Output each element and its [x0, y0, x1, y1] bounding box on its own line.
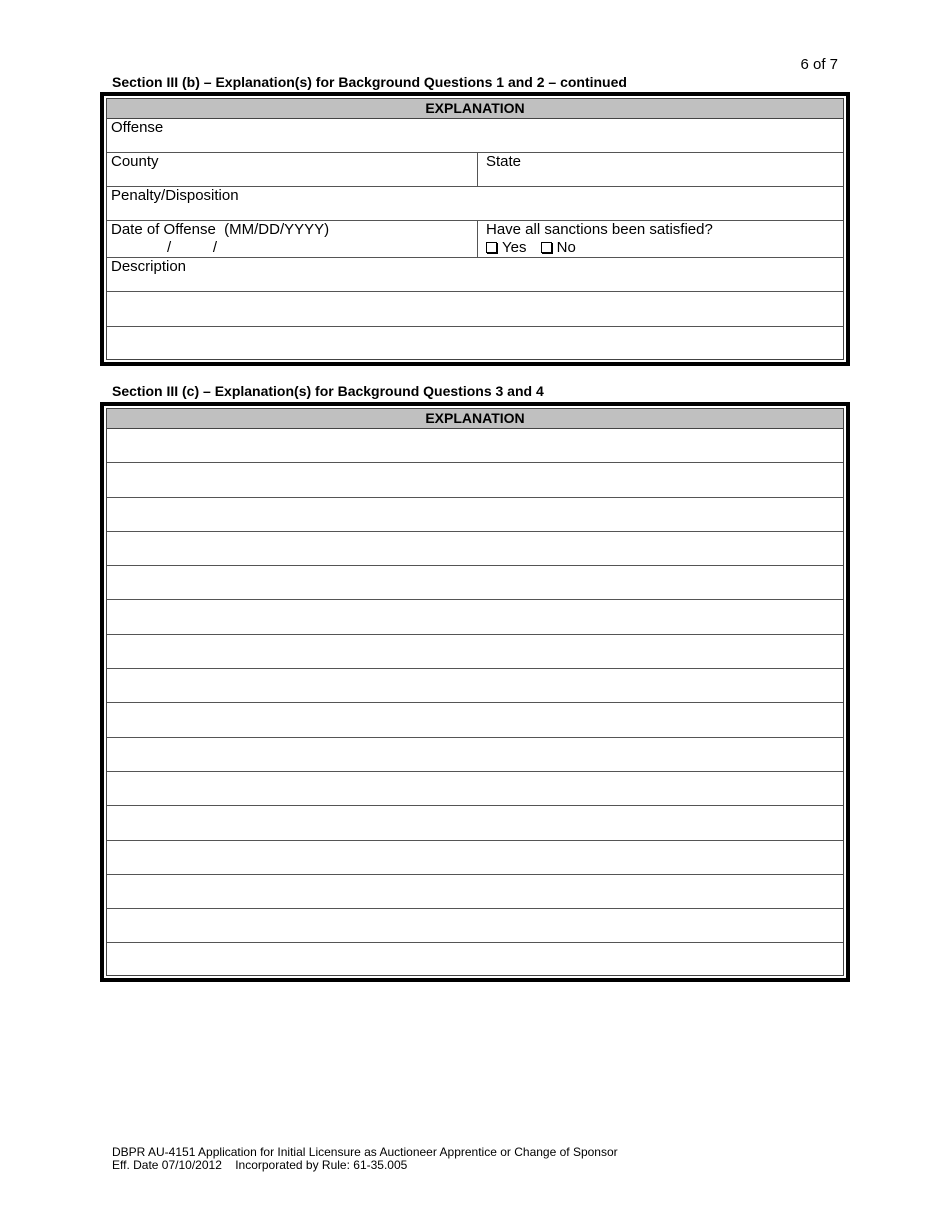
explanation-line[interactable] [107, 875, 843, 909]
date-field[interactable] [107, 221, 478, 257]
section-c-table [100, 402, 850, 982]
page-number: 6 of 7 [800, 56, 838, 73]
county-field[interactable] [107, 153, 478, 186]
offense-label: Offense [111, 119, 164, 136]
state-label: State [486, 153, 522, 170]
yes-label: Yes [502, 239, 527, 256]
footer-effective-date: Eff. Date 07/10/2012 Incorporated by Rule: 61-35.005 [112, 1158, 408, 1172]
footer [112, 1146, 618, 1172]
section-b-table [100, 92, 850, 366]
explanation-line[interactable] [107, 909, 843, 943]
sanctions-label: Have all sanctions been satisfied? [486, 221, 713, 238]
explanation-line[interactable] [107, 703, 843, 737]
explanation-line[interactable] [107, 943, 843, 977]
explanation-line[interactable] [107, 738, 843, 772]
explanation-line[interactable] [107, 772, 843, 806]
explanation-line[interactable] [107, 600, 843, 634]
checkbox-icon [486, 242, 497, 253]
explanation-line[interactable] [107, 669, 843, 703]
section-b-title: Section III (b) – Explanation(s) for Background Questions 1 and 2 – continued [112, 74, 627, 90]
description-line[interactable] [107, 292, 843, 327]
explanation-line[interactable] [107, 841, 843, 875]
footer-form-name: DBPR AU-4151 Application for Initial Licensure as Auctioneer Apprentice or Change of Sponsor [112, 1145, 618, 1159]
description-field[interactable] [107, 258, 843, 292]
explanation-line[interactable] [107, 498, 843, 532]
description-line[interactable] [107, 327, 843, 361]
penalty-field[interactable] [107, 187, 843, 221]
date-label: Date of Offense (MM/DD/YYYY) [111, 221, 330, 238]
yes-checkbox[interactable] [486, 239, 526, 256]
explanation-line[interactable] [107, 532, 843, 566]
explanation-line[interactable] [107, 429, 843, 463]
explanation-line[interactable] [107, 566, 843, 600]
state-field[interactable] [478, 153, 525, 186]
penalty-label: Penalty/Disposition [111, 187, 239, 204]
no-checkbox[interactable] [541, 239, 576, 256]
no-label: No [556, 239, 576, 256]
section-c-title: Section III (c) – Explanation(s) for Background Questions 3 and 4 [112, 383, 544, 399]
description-label: Description [111, 258, 187, 275]
explanation-header: EXPLANATION [107, 99, 843, 119]
county-label: County [111, 153, 159, 170]
date-slashes: / / [167, 239, 218, 256]
explanation-line[interactable] [107, 806, 843, 840]
checkbox-icon [541, 242, 552, 253]
explanation-header: EXPLANATION [107, 409, 843, 429]
explanation-line[interactable] [107, 463, 843, 497]
offense-field[interactable] [107, 119, 843, 153]
explanation-line[interactable] [107, 635, 843, 669]
